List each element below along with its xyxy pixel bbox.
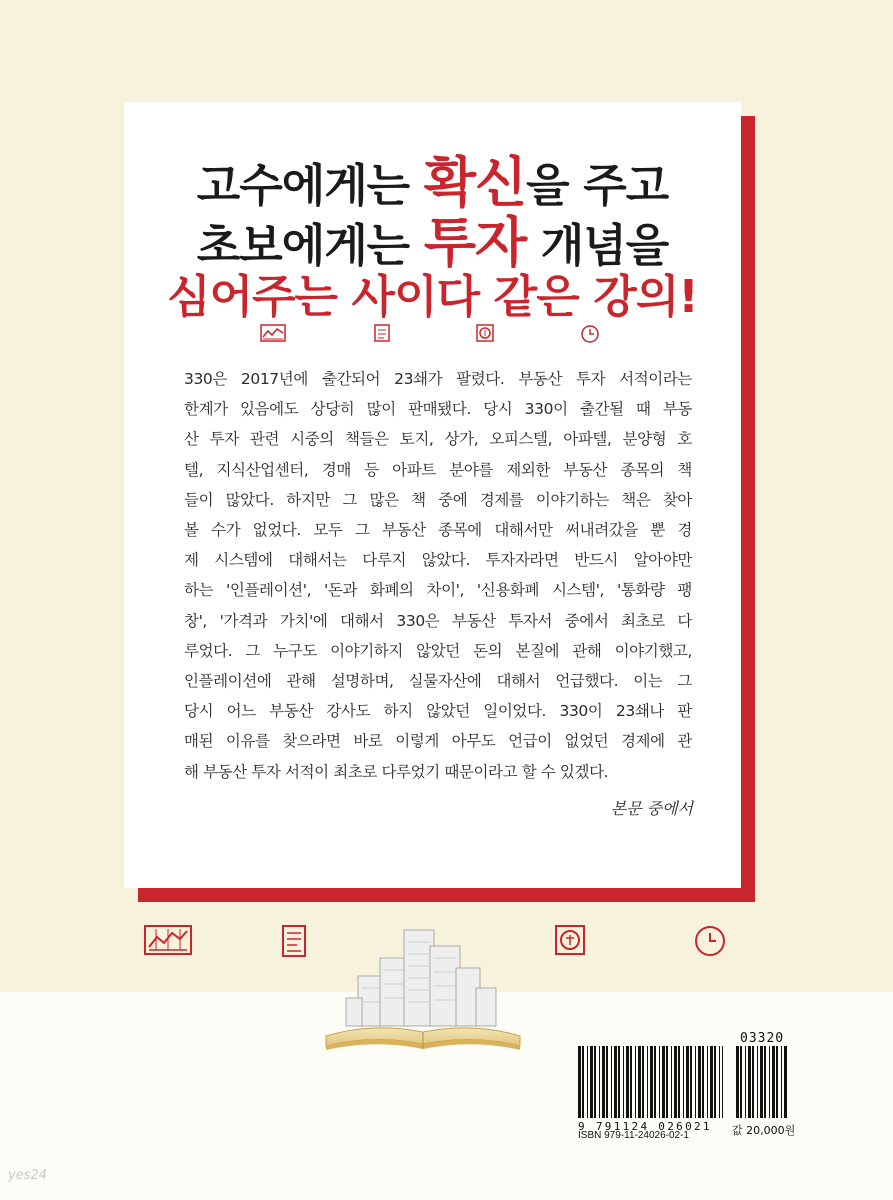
barcode-bar	[662, 1046, 665, 1118]
barcode-bar	[666, 1046, 668, 1118]
body-line: 텔, 지식산업센터, 경매 등 아파트 분야를 제외한 부동산 종목의 책	[184, 460, 692, 479]
clock-icon	[580, 324, 600, 344]
barcode-bar	[757, 1046, 758, 1118]
chart-icon	[144, 925, 192, 955]
barcode-bar	[764, 1046, 766, 1118]
barcode-bar	[606, 1046, 608, 1118]
body-line: 루었다. 그 누구도 이야기하지 않았던 돈의 본질에 관해 이야기했고,	[184, 641, 692, 660]
barcode-bar	[587, 1046, 588, 1118]
barcode-bar	[772, 1046, 775, 1118]
body-line: 당시 어느 부동산 강사도 하지 않았던 일이었다. 330이 23쇄나 판	[184, 702, 692, 721]
coin-icon	[555, 925, 585, 955]
headline-line-2: 초보에게는 투자 개념을	[196, 211, 669, 274]
barcode-bar	[578, 1046, 581, 1118]
body-line: 330은 2017년에 출간되어 23쇄가 팔렸다. 부동산 투자 서적이라는	[184, 370, 692, 388]
barcode-bar	[695, 1046, 696, 1118]
body-line: 한계가 있음에도 상당히 많이 판매됐다. 당시 330이 출간될 때 부동	[184, 400, 692, 419]
barcode-bar	[702, 1046, 704, 1118]
barcode-bar	[714, 1046, 716, 1118]
headline-line-1: 고수에게는 확신을 주고	[196, 151, 669, 214]
body-line: 산 투자 관련 시중의 책들은 토지, 상가, 오피스텔, 아파텔, 분양형 호	[184, 430, 692, 449]
barcode-bar	[722, 1046, 723, 1118]
barcode-bar	[736, 1046, 739, 1118]
barcode-bars	[578, 1046, 723, 1118]
body-paragraph	[184, 364, 692, 787]
barcode-bar	[582, 1046, 584, 1118]
barcode-bar	[614, 1046, 617, 1118]
watermark: yes24	[8, 1168, 48, 1183]
barcode-bar	[740, 1046, 742, 1118]
barcode-bar	[635, 1046, 636, 1118]
barcode-bar	[769, 1046, 770, 1118]
body-line: 매된 이유를 찾으라면 바로 이렇게 아무도 언급이 없었던 경제에 관	[184, 732, 692, 751]
isbn-digits: 9 791124 026021	[578, 1120, 712, 1133]
barcode-bar	[630, 1046, 632, 1118]
barcode-bar	[683, 1046, 684, 1118]
barcode-bar	[710, 1046, 713, 1118]
barcode-bar	[686, 1046, 689, 1118]
headline-highlight-1: 확신	[423, 151, 527, 214]
barcode-bar	[647, 1046, 648, 1118]
barcode-bar	[760, 1046, 763, 1118]
barcode-bar	[698, 1046, 701, 1118]
barcode-bar	[638, 1046, 641, 1118]
barcode-bar	[748, 1046, 751, 1118]
barcode-bar	[650, 1046, 653, 1118]
icon-row-top	[124, 324, 741, 346]
barcode-bar	[690, 1046, 692, 1118]
barcode-bar	[671, 1046, 672, 1118]
barcode-bar	[784, 1046, 787, 1118]
isbn-label: ISBN 979-11-24026-02-1	[578, 1130, 689, 1141]
barcode-bar	[623, 1046, 624, 1118]
barcode-bar	[719, 1046, 720, 1118]
chart-icon	[260, 324, 286, 342]
price-label: 값 20,000원	[732, 1124, 796, 1137]
barcode-bar	[618, 1046, 620, 1118]
body-line: 인플레이션에 관해 설명하며, 실물자산에 대해서 언급했다. 이는 그	[184, 672, 692, 691]
barcode-bar	[654, 1046, 656, 1118]
barcode-addon-bars	[736, 1046, 788, 1118]
document-icon	[282, 925, 306, 957]
barcode-bar	[674, 1046, 677, 1118]
barcode-bar	[642, 1046, 644, 1118]
barcode-bar	[781, 1046, 782, 1118]
barcode-bar	[659, 1046, 660, 1118]
headline-line-3: 심어주는 사이다 같은 강의!	[167, 270, 698, 323]
body-line: 해 부동산 투자 서적이 최초로 다루었기 때문이라고 할 수 있겠다.	[184, 762, 609, 781]
body-line: 창', '가격과 가치'에 대해서 330은 부동산 투자서 중에서 최초로 다	[184, 611, 692, 630]
barcode-bar	[599, 1046, 600, 1118]
body-line: 제 시스템에 대해서는 다루지 않았다. 투자자라면 반드시 알아야만	[184, 551, 692, 570]
addon-number: 03320	[740, 1031, 785, 1046]
barcode-bar	[745, 1046, 746, 1118]
barcode-bar	[611, 1046, 612, 1118]
barcode-bar	[707, 1046, 708, 1118]
barcode-bar	[776, 1046, 778, 1118]
body-line: 볼 수가 없었다. 모두 그 부동산 종목에 대해서만 써내려갔을 뿐 경	[184, 521, 692, 540]
headline-highlight-2: 투자	[423, 211, 527, 274]
barcode-bar	[590, 1046, 593, 1118]
body-line: 들이 많았다. 하지만 그 많은 책 중에 경제를 이야기하는 책은 찾아	[184, 490, 692, 509]
book-city-illustration	[318, 918, 528, 1058]
barcode-bar	[752, 1046, 754, 1118]
coin-icon	[476, 324, 494, 342]
barcode-bar	[626, 1046, 629, 1118]
barcode-bar	[594, 1046, 596, 1118]
clock-icon	[694, 925, 726, 957]
barcode-bar	[678, 1046, 680, 1118]
barcode-bar	[602, 1046, 605, 1118]
body-line: 하는 '인플레이션', '돈과 화폐의 차이', '신용화폐 시스템', '통화량 팽	[184, 581, 692, 600]
quote-card	[124, 102, 741, 888]
source-caption: 본문 중에서	[610, 799, 693, 818]
document-icon	[374, 324, 390, 342]
